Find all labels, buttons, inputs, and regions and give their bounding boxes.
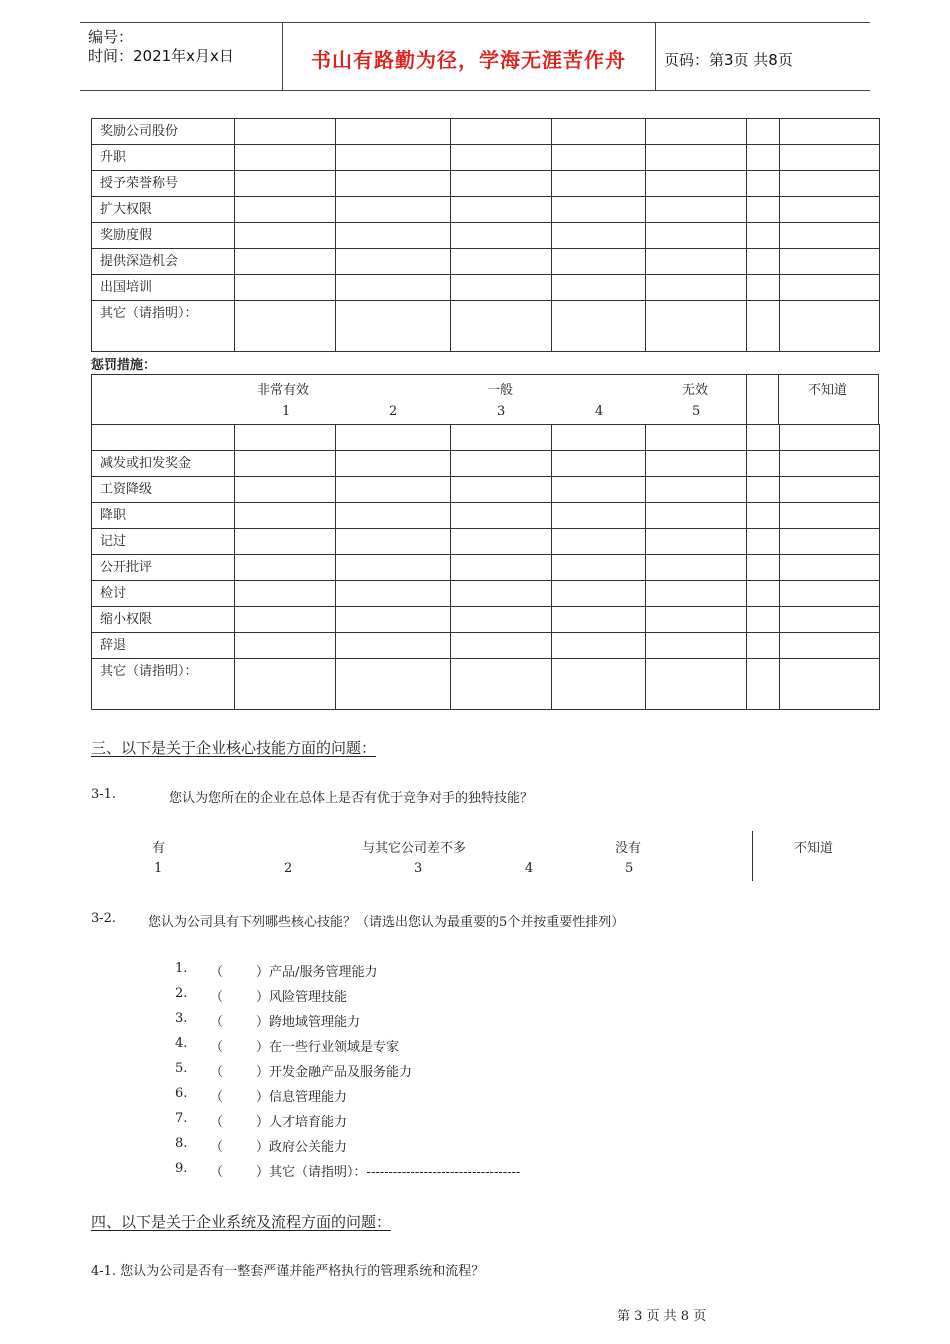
row-label: 奖励度假 bbox=[92, 223, 235, 249]
table-row bbox=[92, 249, 880, 275]
rating-cell[interactable] bbox=[747, 529, 780, 555]
scale-number: 3 bbox=[497, 404, 506, 419]
option-number: 4. bbox=[175, 1036, 188, 1051]
rating-cell[interactable] bbox=[780, 659, 880, 710]
rating-cell[interactable] bbox=[646, 145, 747, 171]
rating-cell[interactable] bbox=[780, 171, 880, 197]
row-label: 缩小权限 bbox=[92, 607, 235, 633]
question-number: 3-2. bbox=[91, 911, 117, 926]
scale-similar: 与其它公司差不多 bbox=[362, 841, 467, 856]
rating-cell[interactable] bbox=[780, 607, 880, 633]
rating-cell[interactable] bbox=[747, 633, 780, 659]
header-top-rule bbox=[80, 22, 870, 23]
rating-cell[interactable] bbox=[780, 425, 880, 451]
table-row bbox=[92, 425, 880, 451]
rating-cell[interactable] bbox=[747, 223, 780, 249]
rating-cell[interactable] bbox=[336, 607, 451, 633]
rating-cell[interactable] bbox=[451, 249, 552, 275]
table-row bbox=[92, 555, 880, 581]
rating-cell[interactable] bbox=[780, 145, 880, 171]
rating-cell[interactable] bbox=[747, 301, 780, 352]
scale-none: 没有 bbox=[615, 841, 642, 856]
table-row bbox=[92, 581, 880, 607]
row-label: 减发或扣发奖金 bbox=[92, 451, 235, 477]
rating-cell[interactable] bbox=[747, 249, 780, 275]
rating-cell[interactable] bbox=[646, 633, 747, 659]
scale-number: 5 bbox=[692, 404, 701, 419]
rating-cell[interactable] bbox=[552, 555, 646, 581]
rating-cell[interactable] bbox=[552, 659, 646, 710]
section4-title: 四、以下是关于企业系统及流程方面的问题： bbox=[91, 1213, 392, 1231]
table-row bbox=[92, 451, 880, 477]
rating-cell[interactable] bbox=[552, 275, 646, 301]
rating-cell[interactable] bbox=[646, 581, 747, 607]
scale-divider bbox=[746, 375, 747, 424]
rating-cell[interactable] bbox=[336, 249, 451, 275]
rating-cell[interactable] bbox=[451, 171, 552, 197]
rating-cell[interactable] bbox=[336, 477, 451, 503]
rating-cell[interactable] bbox=[747, 555, 780, 581]
rating-cell[interactable] bbox=[747, 659, 780, 710]
penalty-table bbox=[91, 424, 880, 710]
scale-divider bbox=[752, 831, 753, 881]
option-text[interactable]: （ ）风险管理技能 bbox=[210, 990, 348, 1005]
rating-cell[interactable] bbox=[646, 607, 747, 633]
option-text[interactable]: （ ）人才培育能力 bbox=[210, 1115, 348, 1130]
rating-cell[interactable] bbox=[451, 275, 552, 301]
rating-cell[interactable] bbox=[780, 197, 880, 223]
rating-cell[interactable] bbox=[747, 171, 780, 197]
rating-cell[interactable] bbox=[336, 633, 451, 659]
rating-cell[interactable] bbox=[646, 171, 747, 197]
rating-cell[interactable] bbox=[780, 451, 880, 477]
option-number: 2. bbox=[175, 986, 188, 1001]
rewards-table bbox=[91, 118, 880, 352]
option-text[interactable]: （ ）信息管理能力 bbox=[210, 1090, 348, 1105]
option-number: 7. bbox=[175, 1111, 188, 1126]
rating-cell[interactable] bbox=[552, 249, 646, 275]
rating-cell[interactable] bbox=[336, 275, 451, 301]
scale-number: 1 bbox=[282, 404, 291, 419]
rating-cell[interactable] bbox=[451, 607, 552, 633]
rating-cell[interactable] bbox=[451, 555, 552, 581]
scale-unknown: 不知道 bbox=[808, 383, 848, 398]
rating-cell[interactable] bbox=[646, 249, 747, 275]
question-number: 3-1. bbox=[91, 787, 117, 802]
row-label: 出国培训 bbox=[92, 275, 235, 301]
rating-cell[interactable] bbox=[780, 249, 880, 275]
rating-cell[interactable] bbox=[552, 607, 646, 633]
rating-cell[interactable] bbox=[552, 529, 646, 555]
question-text: 您认为您所在的企业在总体上是否有优于竞争对手的独特技能？ bbox=[169, 791, 534, 806]
rating-cell[interactable] bbox=[552, 581, 646, 607]
rating-cell[interactable] bbox=[552, 223, 646, 249]
rating-cell[interactable] bbox=[747, 119, 780, 145]
rating-cell[interactable] bbox=[336, 145, 451, 171]
rating-cell[interactable] bbox=[552, 171, 646, 197]
option-number: 1. bbox=[175, 961, 188, 976]
rating-cell[interactable] bbox=[747, 425, 780, 451]
rating-cell[interactable] bbox=[451, 581, 552, 607]
rating-cell[interactable] bbox=[646, 425, 747, 451]
rating-cell[interactable] bbox=[747, 477, 780, 503]
rating-cell[interactable] bbox=[235, 275, 336, 301]
rating-cell[interactable] bbox=[451, 529, 552, 555]
option-number: 5. bbox=[175, 1061, 188, 1076]
rating-cell[interactable] bbox=[235, 223, 336, 249]
rating-cell[interactable] bbox=[780, 555, 880, 581]
row-label: 扩大权限 bbox=[92, 197, 235, 223]
rating-cell[interactable] bbox=[235, 529, 336, 555]
rating-cell[interactable] bbox=[235, 119, 336, 145]
rating-cell[interactable] bbox=[235, 197, 336, 223]
rating-cell[interactable] bbox=[646, 529, 747, 555]
row-label: 奖励公司股份 bbox=[92, 119, 235, 145]
rating-cell[interactable] bbox=[646, 223, 747, 249]
scale-number: 4 bbox=[595, 404, 604, 419]
row-label: 辞退 bbox=[92, 633, 235, 659]
scale-number: 1 bbox=[154, 861, 163, 876]
row-label: 检讨 bbox=[92, 581, 235, 607]
rating-cell[interactable] bbox=[780, 633, 880, 659]
option-number: 6. bbox=[175, 1086, 188, 1101]
rating-cell[interactable] bbox=[646, 555, 747, 581]
penalty-title: 惩罚措施： bbox=[91, 358, 157, 373]
rating-cell[interactable] bbox=[235, 145, 336, 171]
scale-number: 3 bbox=[414, 861, 423, 876]
rating-cell[interactable] bbox=[552, 425, 646, 451]
scale-average: 一般 bbox=[487, 383, 514, 398]
rating-cell[interactable] bbox=[780, 119, 880, 145]
rating-cell[interactable] bbox=[646, 477, 747, 503]
option-text[interactable]: （ ）开发金融产品及服务能力 bbox=[210, 1065, 413, 1080]
rating-cell[interactable] bbox=[780, 301, 880, 352]
rating-cell[interactable] bbox=[747, 581, 780, 607]
doc-time-label: 时间：2021年x月x日 bbox=[88, 47, 234, 65]
rating-cell[interactable] bbox=[646, 197, 747, 223]
rating-cell[interactable] bbox=[646, 301, 747, 352]
rating-cell[interactable] bbox=[451, 451, 552, 477]
rating-cell[interactable] bbox=[336, 197, 451, 223]
scale-have: 有 bbox=[152, 841, 166, 856]
rating-cell[interactable] bbox=[451, 301, 552, 352]
rating-cell[interactable] bbox=[235, 477, 336, 503]
rating-cell[interactable] bbox=[747, 503, 780, 529]
header-bottom-rule bbox=[80, 90, 870, 91]
rating-cell[interactable] bbox=[552, 477, 646, 503]
rating-cell[interactable] bbox=[235, 659, 336, 710]
rating-cell[interactable] bbox=[552, 451, 646, 477]
penalty-scale-header bbox=[91, 374, 879, 425]
scale-unknown: 不知道 bbox=[794, 841, 834, 856]
rating-cell[interactable] bbox=[552, 633, 646, 659]
question-text: 4-1. 您认为公司是否有一整套严谨并能严格执行的管理系统和流程？ bbox=[91, 1264, 485, 1279]
scale-divider bbox=[778, 375, 779, 424]
rating-cell[interactable] bbox=[336, 119, 451, 145]
rating-cell[interactable] bbox=[235, 425, 336, 451]
rating-cell[interactable] bbox=[451, 223, 552, 249]
rating-cell[interactable] bbox=[336, 425, 451, 451]
table-row bbox=[92, 275, 880, 301]
rating-cell[interactable] bbox=[646, 451, 747, 477]
rating-cell[interactable] bbox=[235, 171, 336, 197]
scale-number: 2 bbox=[389, 404, 398, 419]
option-text[interactable]: （ ）其它（请指明）：----------------------------------- bbox=[210, 1165, 521, 1180]
header-divider bbox=[655, 22, 656, 90]
rating-cell[interactable] bbox=[552, 503, 646, 529]
table-row bbox=[92, 633, 880, 659]
table-row bbox=[92, 503, 880, 529]
table-row bbox=[92, 529, 880, 555]
rating-cell[interactable] bbox=[747, 275, 780, 301]
table-row bbox=[92, 171, 880, 197]
table-row bbox=[92, 145, 880, 171]
row-label: 升职 bbox=[92, 145, 235, 171]
rating-cell[interactable] bbox=[747, 451, 780, 477]
rating-cell[interactable] bbox=[336, 659, 451, 710]
table-row bbox=[92, 659, 880, 710]
rating-cell[interactable] bbox=[235, 633, 336, 659]
rating-cell[interactable] bbox=[780, 581, 880, 607]
scale-number: 4 bbox=[525, 861, 534, 876]
rating-cell[interactable] bbox=[336, 301, 451, 352]
rating-cell[interactable] bbox=[451, 503, 552, 529]
rating-cell[interactable] bbox=[235, 451, 336, 477]
option-text[interactable]: （ ）在一些行业领域是专家 bbox=[210, 1040, 400, 1055]
rating-cell[interactable] bbox=[235, 555, 336, 581]
scale-ineffective: 无效 bbox=[682, 383, 709, 398]
rating-cell[interactable] bbox=[336, 223, 451, 249]
row-label: 其它（请指明）： bbox=[92, 301, 235, 352]
rating-cell[interactable] bbox=[336, 529, 451, 555]
table-row bbox=[92, 119, 880, 145]
table-row bbox=[92, 197, 880, 223]
rating-cell[interactable] bbox=[451, 633, 552, 659]
header-page-label: 页码：第3页 共8页 bbox=[664, 51, 793, 69]
page-footer: 第 3 页 共 8 页 bbox=[617, 1309, 707, 1324]
option-text[interactable]: （ ）产品/服务管理能力 bbox=[210, 965, 378, 980]
rating-cell[interactable] bbox=[235, 607, 336, 633]
option-text[interactable]: （ ）政府公关能力 bbox=[210, 1140, 348, 1155]
rating-cell[interactable] bbox=[235, 503, 336, 529]
option-number: 8. bbox=[175, 1136, 188, 1151]
rating-cell[interactable] bbox=[451, 119, 552, 145]
rating-cell[interactable] bbox=[780, 275, 880, 301]
row-label: 公开批评 bbox=[92, 555, 235, 581]
scale-very-effective: 非常有效 bbox=[257, 383, 310, 398]
row-label bbox=[92, 425, 235, 451]
table-row bbox=[92, 607, 880, 633]
rating-cell[interactable] bbox=[336, 581, 451, 607]
row-label: 降职 bbox=[92, 503, 235, 529]
scale-number: 5 bbox=[625, 861, 634, 876]
rating-cell[interactable] bbox=[646, 275, 747, 301]
rating-cell[interactable] bbox=[646, 119, 747, 145]
row-label: 提供深造机会 bbox=[92, 249, 235, 275]
header-motto: 书山有路勤为径，学海无涯苦作舟 bbox=[311, 48, 626, 72]
question-text: 您认为公司具有下列哪些核心技能？（请选出您认为最重要的5个并按重要性排列） bbox=[148, 915, 625, 930]
rating-cell[interactable] bbox=[451, 145, 552, 171]
rating-cell[interactable] bbox=[336, 171, 451, 197]
rating-cell[interactable] bbox=[235, 581, 336, 607]
rating-cell[interactable] bbox=[780, 503, 880, 529]
rating-cell[interactable] bbox=[235, 301, 336, 352]
rating-cell[interactable] bbox=[646, 659, 747, 710]
rating-cell[interactable] bbox=[780, 529, 880, 555]
rating-cell[interactable] bbox=[451, 477, 552, 503]
rating-cell[interactable] bbox=[336, 503, 451, 529]
rating-cell[interactable] bbox=[552, 301, 646, 352]
rating-cell[interactable] bbox=[780, 223, 880, 249]
table-row bbox=[92, 301, 880, 352]
row-label: 其它（请指明）： bbox=[92, 659, 235, 710]
rating-cell[interactable] bbox=[451, 425, 552, 451]
table-row bbox=[92, 223, 880, 249]
rating-cell[interactable] bbox=[336, 555, 451, 581]
rating-cell[interactable] bbox=[646, 503, 747, 529]
scale-number: 2 bbox=[284, 861, 293, 876]
option-number: 9. bbox=[175, 1161, 188, 1176]
rating-cell[interactable] bbox=[780, 477, 880, 503]
table-row bbox=[92, 477, 880, 503]
row-label: 授予荣誉称号 bbox=[92, 171, 235, 197]
rating-cell[interactable] bbox=[451, 197, 552, 223]
section3-title: 三、以下是关于企业核心技能方面的问题： bbox=[91, 739, 377, 757]
rating-cell[interactable] bbox=[552, 197, 646, 223]
option-text[interactable]: （ ）跨地域管理能力 bbox=[210, 1015, 361, 1030]
rating-cell[interactable] bbox=[552, 145, 646, 171]
rating-cell[interactable] bbox=[552, 119, 646, 145]
rating-cell[interactable] bbox=[235, 249, 336, 275]
option-number: 3. bbox=[175, 1011, 188, 1026]
rating-cell[interactable] bbox=[336, 451, 451, 477]
rating-cell[interactable] bbox=[747, 197, 780, 223]
rating-cell[interactable] bbox=[451, 659, 552, 710]
rating-cell[interactable] bbox=[747, 145, 780, 171]
row-label: 记过 bbox=[92, 529, 235, 555]
rating-cell[interactable] bbox=[747, 607, 780, 633]
doc-number-label: 编号： bbox=[88, 28, 134, 46]
row-label: 工资降级 bbox=[92, 477, 235, 503]
